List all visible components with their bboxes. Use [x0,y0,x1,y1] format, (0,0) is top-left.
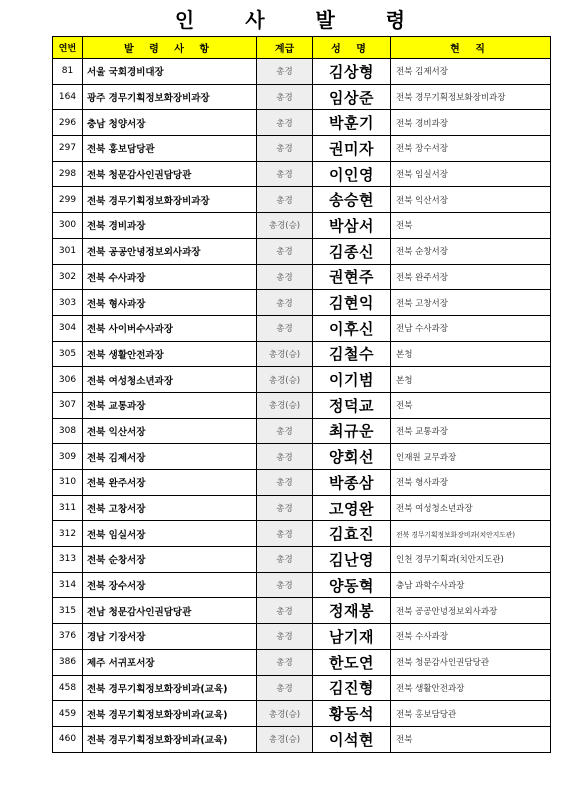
cell-grade: 총경 [257,624,313,650]
cell-no: 303 [53,290,83,316]
table-row [53,264,551,290]
cell-current: 전북 경무기획정보화장비과(치안지도관) [391,521,551,547]
cell-current: 전북 고창서장 [391,290,551,316]
cell-current: 전북 [391,726,551,752]
cell-grade: 총경 [257,110,313,136]
cell-post: 전북 경비과장 [83,213,257,239]
cell-no: 307 [53,392,83,418]
cell-current: 전북 장수서장 [391,136,551,162]
cell-name: 이인영 [313,161,391,187]
table-row [53,701,551,727]
cell-no: 309 [53,444,83,470]
cell-name: 김효진 [313,521,391,547]
cell-name: 박훈기 [313,110,391,136]
table-row [53,572,551,598]
cell-post: 전북 경무기획정보화장비과(교육) [83,675,257,701]
cell-name: 남기재 [313,624,391,650]
cell-current: 전북 생활안전과장 [391,675,551,701]
cell-grade: 총경 [257,598,313,624]
cell-name: 권현주 [313,264,391,290]
cell-grade: 총경 [257,238,313,264]
cell-post: 전북 홍보담당관 [83,136,257,162]
cell-post: 전북 경무기획정보화장비과(교육) [83,701,257,727]
cell-post: 전북 순창서장 [83,547,257,573]
cell-post: 전북 교통과장 [83,392,257,418]
table-row [53,649,551,675]
header-grade: 계급 [257,37,313,59]
table-row [53,675,551,701]
cell-grade: 총경 [257,418,313,444]
cell-current: 전남 수사과장 [391,315,551,341]
table-row [53,161,551,187]
cell-grade: 총경 [257,470,313,496]
cell-current: 전북 익산서장 [391,187,551,213]
cell-grade: 총경(승) [257,213,313,239]
cell-grade: 총경 [257,572,313,598]
cell-no: 386 [53,649,83,675]
table-row [53,392,551,418]
cell-grade: 총경(승) [257,367,313,393]
cell-post: 전북 청문감사인권담당관 [83,161,257,187]
table-row [53,418,551,444]
cell-post: 경남 기장서장 [83,624,257,650]
cell-no: 310 [53,470,83,496]
cell-post: 전북 공공안녕정보외사과장 [83,238,257,264]
cell-current: 전북 [391,213,551,239]
cell-grade: 총경 [257,136,313,162]
cell-name: 최규운 [313,418,391,444]
cell-grade: 총경(승) [257,701,313,727]
table-row [53,84,551,110]
cell-grade: 총경 [257,264,313,290]
cell-grade: 총경 [257,521,313,547]
cell-no: 306 [53,367,83,393]
page-title: 인 사 발 령 [174,7,428,32]
cell-no: 296 [53,110,83,136]
cell-current: 전북 여성청소년과장 [391,495,551,521]
cell-current: 전북 순창서장 [391,238,551,264]
header-current: 현 직 [391,37,551,59]
cell-post: 전북 임실서장 [83,521,257,547]
cell-grade: 총경(승) [257,392,313,418]
cell-name: 양동혁 [313,572,391,598]
cell-name: 양회선 [313,444,391,470]
cell-grade: 총경(승) [257,341,313,367]
cell-no: 315 [53,598,83,624]
table-row [53,110,551,136]
cell-name: 한도연 [313,649,391,675]
cell-post: 전남 청문감사인권담당관 [83,598,257,624]
cell-current: 인재원 교무과장 [391,444,551,470]
cell-current: 전북 [391,392,551,418]
cell-post: 전북 김제서장 [83,444,257,470]
cell-name: 이후신 [313,315,391,341]
cell-no: 164 [53,84,83,110]
table-row [53,136,551,162]
cell-current: 본청 [391,367,551,393]
table-header-row [53,37,551,59]
cell-no: 81 [53,59,83,85]
cell-current: 전북 경무기획정보화장비과장 [391,84,551,110]
cell-post: 전북 사이버수사과장 [83,315,257,341]
cell-name: 김진형 [313,675,391,701]
header-post: 발 령 사 항 [83,37,257,59]
table-row [53,598,551,624]
cell-name: 송승현 [313,187,391,213]
table-row [53,624,551,650]
cell-post: 전북 고창서장 [83,495,257,521]
cell-grade: 총경(승) [257,726,313,752]
cell-post: 전북 형사과장 [83,290,257,316]
cell-name: 고영완 [313,495,391,521]
table-row [53,187,551,213]
cell-no: 305 [53,341,83,367]
cell-post: 전북 완주서장 [83,470,257,496]
cell-post: 전북 생활안전과장 [83,341,257,367]
table-row [53,367,551,393]
cell-post: 충남 청양서장 [83,110,257,136]
cell-no: 314 [53,572,83,598]
cell-current: 전북 공공안녕정보외사과장 [391,598,551,624]
cell-post: 제주 서귀포서장 [83,649,257,675]
cell-no: 311 [53,495,83,521]
cell-current: 전북 완주서장 [391,264,551,290]
cell-grade: 총경 [257,187,313,213]
table-row [53,315,551,341]
table-body [53,59,551,753]
table-row [53,470,551,496]
cell-grade: 총경 [257,675,313,701]
cell-no: 308 [53,418,83,444]
cell-no: 301 [53,238,83,264]
cell-current: 전북 김제서장 [391,59,551,85]
cell-post: 전북 경무기획정보화장비과장 [83,187,257,213]
cell-post: 전북 익산서장 [83,418,257,444]
cell-grade: 총경 [257,547,313,573]
table-row [53,726,551,752]
cell-current: 전북 임실서장 [391,161,551,187]
cell-name: 이석현 [313,726,391,752]
cell-no: 297 [53,136,83,162]
cell-current: 전북 수사과장 [391,624,551,650]
personnel-table [52,36,551,753]
header-no: 연번 [53,37,83,59]
cell-grade: 총경 [257,59,313,85]
table-row [53,547,551,573]
cell-name: 김난영 [313,547,391,573]
cell-name: 정덕교 [313,392,391,418]
cell-name: 김종신 [313,238,391,264]
cell-post: 전북 여성청소년과장 [83,367,257,393]
cell-current: 본청 [391,341,551,367]
cell-post: 광주 경무기획정보화장비과장 [83,84,257,110]
cell-no: 313 [53,547,83,573]
header-name: 성 명 [313,37,391,59]
cell-current: 전북 홍보담당관 [391,701,551,727]
table-row [53,495,551,521]
table-row [53,238,551,264]
cell-grade: 총경 [257,649,313,675]
cell-no: 376 [53,624,83,650]
cell-name: 이기범 [313,367,391,393]
table-row [53,521,551,547]
cell-no: 460 [53,726,83,752]
cell-post: 전북 수사과장 [83,264,257,290]
table-row [53,444,551,470]
cell-grade: 총경 [257,161,313,187]
cell-post: 서울 국회경비대장 [83,59,257,85]
cell-grade: 총경 [257,495,313,521]
table-row [53,341,551,367]
cell-current: 전북 경비과장 [391,110,551,136]
cell-no: 304 [53,315,83,341]
cell-post: 전북 경무기획정보화장비과(교육) [83,726,257,752]
cell-no: 312 [53,521,83,547]
cell-current: 전북 청문감사인권담당관 [391,649,551,675]
cell-name: 김철수 [313,341,391,367]
cell-current: 전북 교통과장 [391,418,551,444]
cell-no: 298 [53,161,83,187]
cell-no: 300 [53,213,83,239]
cell-name: 황동석 [313,701,391,727]
cell-grade: 총경 [257,444,313,470]
cell-current: 충남 과학수사과장 [391,572,551,598]
cell-name: 김현익 [313,290,391,316]
cell-grade: 총경 [257,315,313,341]
cell-name: 박종삼 [313,470,391,496]
table-row [53,290,551,316]
cell-grade: 총경 [257,84,313,110]
table-row [53,213,551,239]
cell-grade: 총경 [257,290,313,316]
cell-name: 박삼서 [313,213,391,239]
cell-no: 458 [53,675,83,701]
table-row [53,59,551,85]
cell-no: 459 [53,701,83,727]
cell-name: 임상준 [313,84,391,110]
cell-current: 인천 경무기획과(치안지도관) [391,547,551,573]
cell-current: 전북 형사과장 [391,470,551,496]
cell-no: 299 [53,187,83,213]
cell-name: 김상형 [313,59,391,85]
cell-post: 전북 장수서장 [83,572,257,598]
cell-name: 정재봉 [313,598,391,624]
cell-no: 302 [53,264,83,290]
cell-name: 권미자 [313,136,391,162]
